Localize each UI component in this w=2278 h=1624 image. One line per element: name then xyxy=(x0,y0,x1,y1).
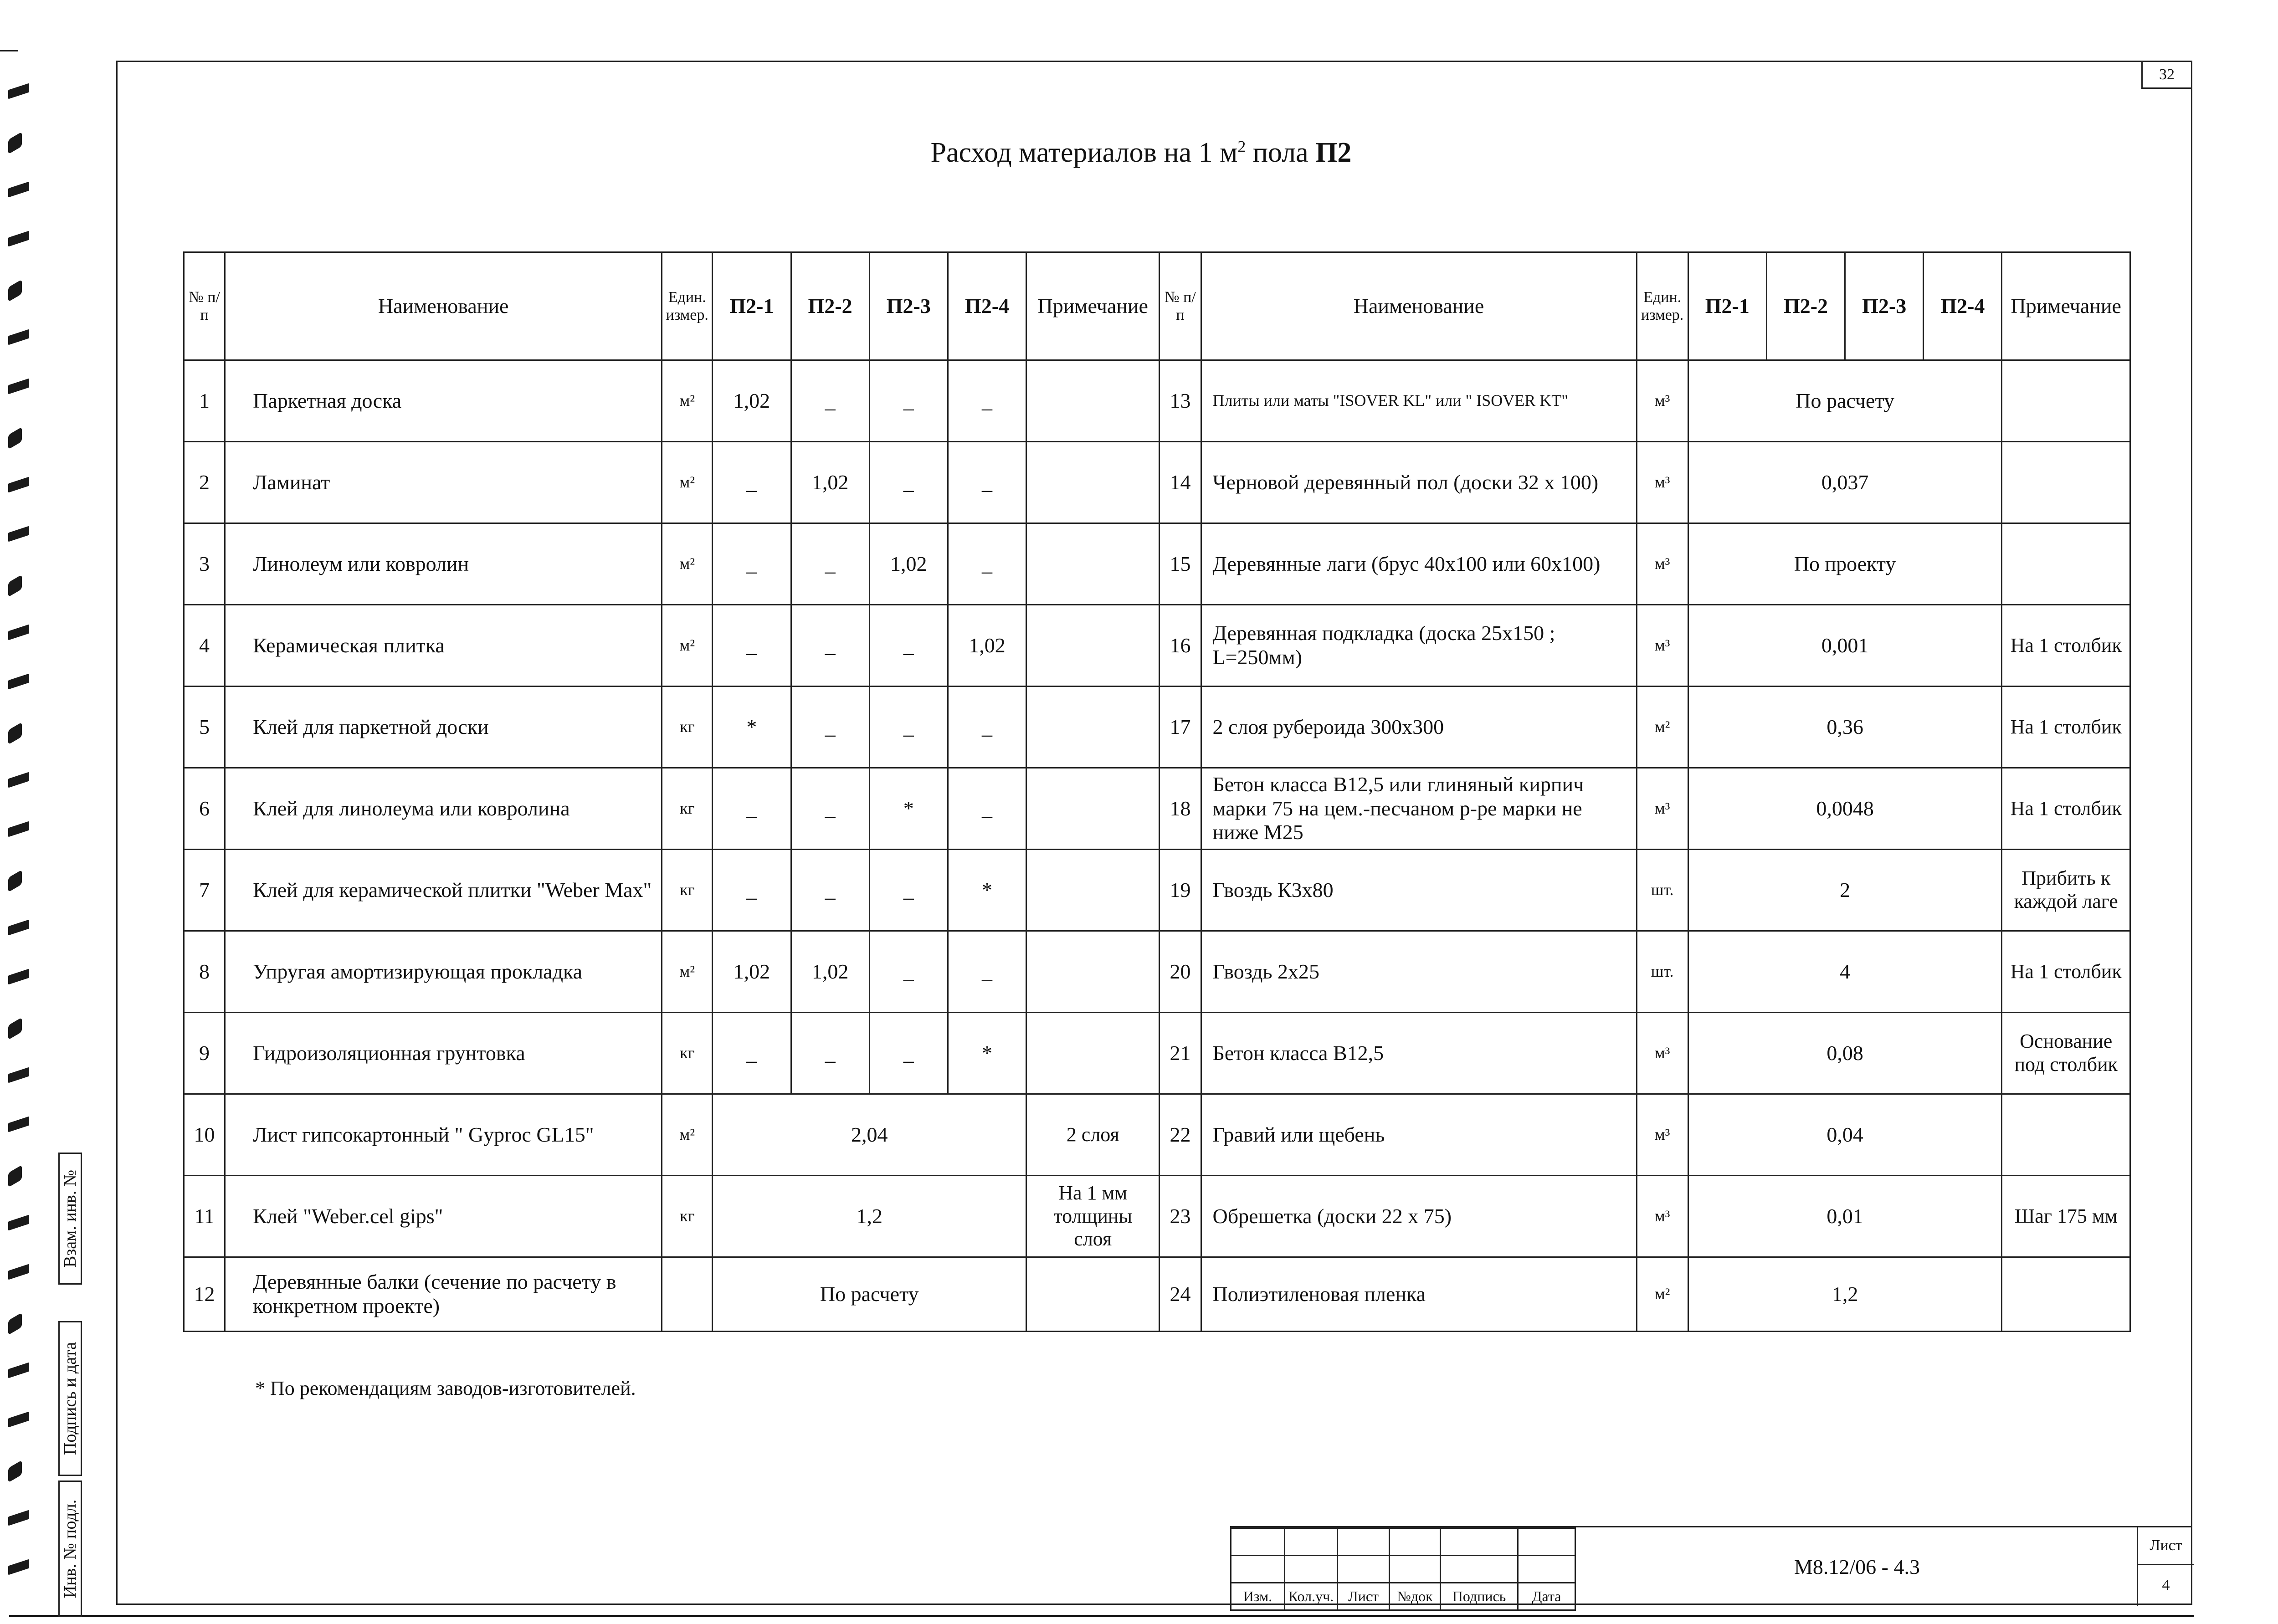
material-name: Бетон класса В12,5 xyxy=(1201,1013,1637,1094)
value-p2: _ xyxy=(791,360,869,442)
revision-col-label: Изм. xyxy=(1231,1583,1285,1610)
material-name: Гравий или щебень xyxy=(1201,1094,1637,1176)
material-name: Гидроизоляционная грунтовка xyxy=(225,1013,662,1094)
unit: м² xyxy=(662,442,713,523)
header-p2-3: П2-3 xyxy=(869,252,948,360)
table-row xyxy=(184,523,2130,605)
table-row xyxy=(184,1176,2130,1257)
row-number: 12 xyxy=(184,1257,225,1332)
punch-mark xyxy=(8,870,22,892)
unit: м³ xyxy=(1637,768,1688,850)
note xyxy=(1026,605,1160,686)
value-p2: 1,02 xyxy=(791,442,869,523)
table-row xyxy=(184,768,2130,850)
value-p4: _ xyxy=(948,523,1026,605)
value-p2: 1,02 xyxy=(791,931,869,1013)
value-p1: 1,02 xyxy=(713,360,791,442)
value-p3: _ xyxy=(869,442,948,523)
punch-mark xyxy=(8,1559,29,1575)
value-p4: * xyxy=(948,850,1026,931)
note: 2 слоя xyxy=(1026,1094,1160,1176)
note xyxy=(1026,1013,1160,1094)
value-p2: _ xyxy=(791,605,869,686)
value-p3: _ xyxy=(869,850,948,931)
header-unit-right: Един. измер. xyxy=(1637,252,1688,360)
table-row xyxy=(184,605,2130,686)
header-p2-2-right: П2-2 xyxy=(1766,252,1845,360)
merged-value: По проекту xyxy=(1688,523,2002,605)
punch-mark xyxy=(8,477,29,493)
row-number: 18 xyxy=(1160,768,1201,850)
row-number: 10 xyxy=(184,1094,225,1176)
value-p1: _ xyxy=(713,523,791,605)
material-name: Гвоздь К3х80 xyxy=(1201,850,1637,931)
punch-mark xyxy=(8,279,22,302)
value-p4: _ xyxy=(948,686,1026,768)
title-superscript: 2 xyxy=(1237,137,1246,156)
unit: кг xyxy=(662,1013,713,1094)
note xyxy=(1026,931,1160,1013)
value-p3: _ xyxy=(869,360,948,442)
material-name: Упругая амортизирующая прокладка xyxy=(225,931,662,1013)
unit: м³ xyxy=(1637,605,1688,686)
header-name-right: Наименование xyxy=(1201,252,1637,360)
table-row xyxy=(184,360,2130,442)
header-name: Наименование xyxy=(225,252,662,360)
note: На 1 столбик xyxy=(2002,605,2130,686)
title-bold: П2 xyxy=(1315,137,1352,168)
row-number: 15 xyxy=(1160,523,1201,605)
punch-mark xyxy=(8,182,29,198)
material-name: Лист гипсокартонный " Gyproc GL15" xyxy=(225,1094,662,1176)
value-p3: _ xyxy=(869,1013,948,1094)
unit: шт. xyxy=(1637,931,1688,1013)
note xyxy=(2002,442,2130,523)
row-number: 4 xyxy=(184,605,225,686)
revision-grid xyxy=(1230,1527,1576,1611)
merged-value: 4 xyxy=(1688,931,2002,1013)
unit: м² xyxy=(1637,686,1688,768)
material-name: Черновой деревянный пол (доски 32 х 100) xyxy=(1201,442,1637,523)
material-name: Ламинат xyxy=(225,442,662,523)
material-name: Деревянные балки (сечение по расчету в конкретном проекте) xyxy=(225,1257,662,1332)
value-p3: 1,02 xyxy=(869,523,948,605)
table-row xyxy=(184,1013,2130,1094)
revision-col-label: №док xyxy=(1390,1583,1441,1610)
material-name: Полиэтиленовая пленка xyxy=(1201,1257,1637,1332)
material-name: 2 слоя рубероида 300х300 xyxy=(1201,686,1637,768)
sheet-value: 4 xyxy=(2162,1576,2170,1593)
punch-mark xyxy=(8,1017,22,1040)
merged-value: 0,01 xyxy=(1688,1176,2002,1257)
value-p1: _ xyxy=(713,1013,791,1094)
header-num: № п/п xyxy=(184,252,225,360)
punch-mark xyxy=(8,625,29,640)
note xyxy=(1026,360,1160,442)
merged-value: 0,36 xyxy=(1688,686,2002,768)
unit: м² xyxy=(662,360,713,442)
merged-value: 0,001 xyxy=(1688,605,2002,686)
material-name: Паркетная доска xyxy=(225,360,662,442)
material-name: Керамическая плитка xyxy=(225,605,662,686)
table-row xyxy=(184,686,2130,768)
note: На 1 столбик xyxy=(2002,686,2130,768)
punch-mark xyxy=(8,1117,29,1132)
merged-value: 0,0048 xyxy=(1688,768,2002,850)
value-p1: _ xyxy=(713,850,791,931)
punch-mark xyxy=(8,772,29,788)
header-unit: Един. измер. xyxy=(662,252,713,360)
revision-col-label: Дата xyxy=(1518,1583,1575,1610)
revision-col-label: Лист xyxy=(1338,1583,1390,1610)
merged-value: 0,08 xyxy=(1688,1013,2002,1094)
row-number: 21 xyxy=(1160,1013,1201,1094)
note xyxy=(1026,850,1160,931)
punch-mark xyxy=(8,1165,22,1187)
document-code: М8.12/06 - 4.3 xyxy=(1575,1527,2138,1606)
unit: м³ xyxy=(1637,1094,1688,1176)
merged-value: 2 xyxy=(1688,850,2002,931)
punch-mark xyxy=(8,722,22,744)
punch-mark xyxy=(8,574,22,597)
material-name: Клей для керамической плитки "Weber Max" xyxy=(225,850,662,931)
punch-mark xyxy=(8,1460,22,1482)
header-p2-1-right: П2-1 xyxy=(1688,252,1766,360)
value-p2: _ xyxy=(791,523,869,605)
row-number: 16 xyxy=(1160,605,1201,686)
row-number: 3 xyxy=(184,523,225,605)
table-row xyxy=(184,1094,2130,1176)
merged-value: 1,2 xyxy=(713,1176,1026,1257)
value-p2: _ xyxy=(791,1013,869,1094)
unit: кг xyxy=(662,686,713,768)
row-number: 1 xyxy=(184,360,225,442)
punch-mark xyxy=(8,83,29,99)
material-name: Бетон класса В12,5 или глиняный кирпич марки 75 на цем.-песчаном р-ре марки не ниже М25 xyxy=(1201,768,1637,850)
value-p3: _ xyxy=(869,605,948,686)
footnote: * По рекомендациям заводов-изготовителей. xyxy=(255,1377,636,1399)
note xyxy=(2002,1094,2130,1176)
material-name: Деревянные лаги (брус 40х100 или 60х100) xyxy=(1201,523,1637,605)
table-row xyxy=(184,850,2130,931)
note: На 1 столбик xyxy=(2002,931,2130,1013)
unit: м³ xyxy=(1637,1013,1688,1094)
value-p2: _ xyxy=(791,686,869,768)
row-number: 9 xyxy=(184,1013,225,1094)
table-row xyxy=(184,931,2130,1013)
unit: м³ xyxy=(1637,442,1688,523)
value-p3: _ xyxy=(869,686,948,768)
value-p1: 1,02 xyxy=(713,931,791,1013)
table-row xyxy=(184,442,2130,523)
header-note-right: Примечание xyxy=(2002,252,2130,360)
unit: м² xyxy=(662,523,713,605)
punch-mark xyxy=(8,1312,22,1335)
punch-mark xyxy=(8,1067,29,1083)
merged-value: По расчету xyxy=(713,1257,1026,1332)
row-number: 22 xyxy=(1160,1094,1201,1176)
row-number: 11 xyxy=(184,1176,225,1257)
note xyxy=(1026,768,1160,850)
side-label-inv: Инв. № подл. xyxy=(61,1499,80,1598)
unit: м³ xyxy=(1637,360,1688,442)
value-p3: _ xyxy=(869,931,948,1013)
sheet-label: Лист xyxy=(2138,1527,2194,1565)
row-number: 17 xyxy=(1160,686,1201,768)
unit: м³ xyxy=(1637,1176,1688,1257)
note: Прибить к каждой лаге xyxy=(2002,850,2130,931)
revision-col-label: Подпись xyxy=(1441,1583,1518,1610)
punch-mark xyxy=(8,821,29,837)
material-name: Деревянная подкладка (доска 25х150 ; L=250мм) xyxy=(1201,605,1637,686)
row-number: 13 xyxy=(1160,360,1201,442)
value-p3: * xyxy=(869,768,948,850)
note: Основание под столбик xyxy=(2002,1013,2130,1094)
side-label-vzam: Взам. инв. № xyxy=(61,1169,80,1268)
unit: м² xyxy=(1637,1257,1688,1332)
header-note: Примечание xyxy=(1026,252,1160,360)
header-num-right: № п/п xyxy=(1160,252,1201,360)
value-p1: _ xyxy=(713,442,791,523)
scan-edge-mark xyxy=(0,50,18,51)
row-number: 24 xyxy=(1160,1257,1201,1332)
note: На 1 столбик xyxy=(2002,768,2130,850)
punch-mark xyxy=(8,1215,29,1231)
note xyxy=(1026,442,1160,523)
note xyxy=(1026,1257,1160,1332)
merged-value: По расчету xyxy=(1688,360,2002,442)
value-p2: _ xyxy=(791,850,869,931)
note xyxy=(2002,1257,2130,1332)
row-number: 20 xyxy=(1160,931,1201,1013)
punch-mark xyxy=(8,1264,29,1280)
row-number: 7 xyxy=(184,850,225,931)
row-number: 5 xyxy=(184,686,225,768)
unit: м² xyxy=(662,931,713,1013)
unit: кг xyxy=(662,768,713,850)
merged-value: 0,04 xyxy=(1688,1094,2002,1176)
unit: шт. xyxy=(1637,850,1688,931)
value-p4: _ xyxy=(948,360,1026,442)
row-number: 14 xyxy=(1160,442,1201,523)
unit: м² xyxy=(662,605,713,686)
punch-mark xyxy=(8,231,29,247)
row-number: 2 xyxy=(184,442,225,523)
merged-value: 1,2 xyxy=(1688,1257,2002,1332)
note: Шаг 175 мм xyxy=(2002,1176,2130,1257)
material-name: Плиты или маты "ISOVER KL" или " ISOVER KT" xyxy=(1201,360,1637,442)
value-p1: * xyxy=(713,686,791,768)
note: На 1 мм толщины слоя xyxy=(1026,1176,1160,1257)
punch-mark xyxy=(8,379,29,394)
frame-bottom-line xyxy=(9,1615,2194,1617)
unit: м³ xyxy=(1637,523,1688,605)
row-number: 19 xyxy=(1160,850,1201,931)
page-title xyxy=(0,137,2278,169)
value-p1: _ xyxy=(713,605,791,686)
table-header-row xyxy=(184,252,2130,360)
material-name: Гвоздь 2х25 xyxy=(1201,931,1637,1013)
header-p2-2: П2-2 xyxy=(791,252,869,360)
title-middle: пола xyxy=(1246,137,1316,168)
material-name: Клей "Weber.cel gips" xyxy=(225,1176,662,1257)
punch-mark xyxy=(8,1363,29,1378)
value-p4: _ xyxy=(948,931,1026,1013)
revision-columns xyxy=(1231,1583,1575,1610)
title-prefix: Расход материалов на 1 м xyxy=(930,137,1238,168)
merged-value: 0,037 xyxy=(1688,442,2002,523)
sheet-cell xyxy=(2137,1527,2194,1606)
unit: кг xyxy=(662,1176,713,1257)
header-p2-1: П2-1 xyxy=(713,252,791,360)
value-p2: _ xyxy=(791,768,869,850)
value-p4: * xyxy=(948,1013,1026,1094)
note xyxy=(1026,686,1160,768)
note xyxy=(2002,523,2130,605)
table-row xyxy=(184,1257,2130,1332)
row-number: 6 xyxy=(184,768,225,850)
value-p4: _ xyxy=(948,768,1026,850)
row-number: 23 xyxy=(1160,1176,1201,1257)
header-p2-4: П2-4 xyxy=(948,252,1026,360)
material-name: Обрешетка (доски 22 х 75) xyxy=(1201,1176,1637,1257)
merged-value: 2,04 xyxy=(713,1094,1026,1176)
punch-mark xyxy=(8,674,29,690)
punch-mark xyxy=(8,969,29,985)
material-name: Клей для линолеума или ковролина xyxy=(225,768,662,850)
punch-mark xyxy=(8,526,29,542)
side-label-podpis: Подпись и дата xyxy=(61,1342,80,1455)
materials-table xyxy=(183,251,2131,1332)
punch-mark xyxy=(8,427,22,449)
page-number: 32 xyxy=(2141,61,2192,89)
value-p4: _ xyxy=(948,442,1026,523)
unit xyxy=(662,1257,713,1332)
unit: м² xyxy=(662,1094,713,1176)
header-p2-4-right: П2-4 xyxy=(1924,252,2002,360)
punch-mark xyxy=(8,920,29,936)
punch-mark xyxy=(8,329,29,345)
unit: кг xyxy=(662,850,713,931)
header-p2-3-right: П2-3 xyxy=(1845,252,1924,360)
revision-col-label: Кол.уч. xyxy=(1285,1583,1338,1610)
punch-mark xyxy=(8,1510,29,1526)
title-block xyxy=(1230,1526,2192,1606)
value-p1: _ xyxy=(713,768,791,850)
punch-mark xyxy=(8,1412,29,1428)
value-p4: 1,02 xyxy=(948,605,1026,686)
row-number: 8 xyxy=(184,931,225,1013)
note xyxy=(1026,523,1160,605)
material-name: Линолеум или ковролин xyxy=(225,523,662,605)
material-name: Клей для паркетной доски xyxy=(225,686,662,768)
note xyxy=(2002,360,2130,442)
